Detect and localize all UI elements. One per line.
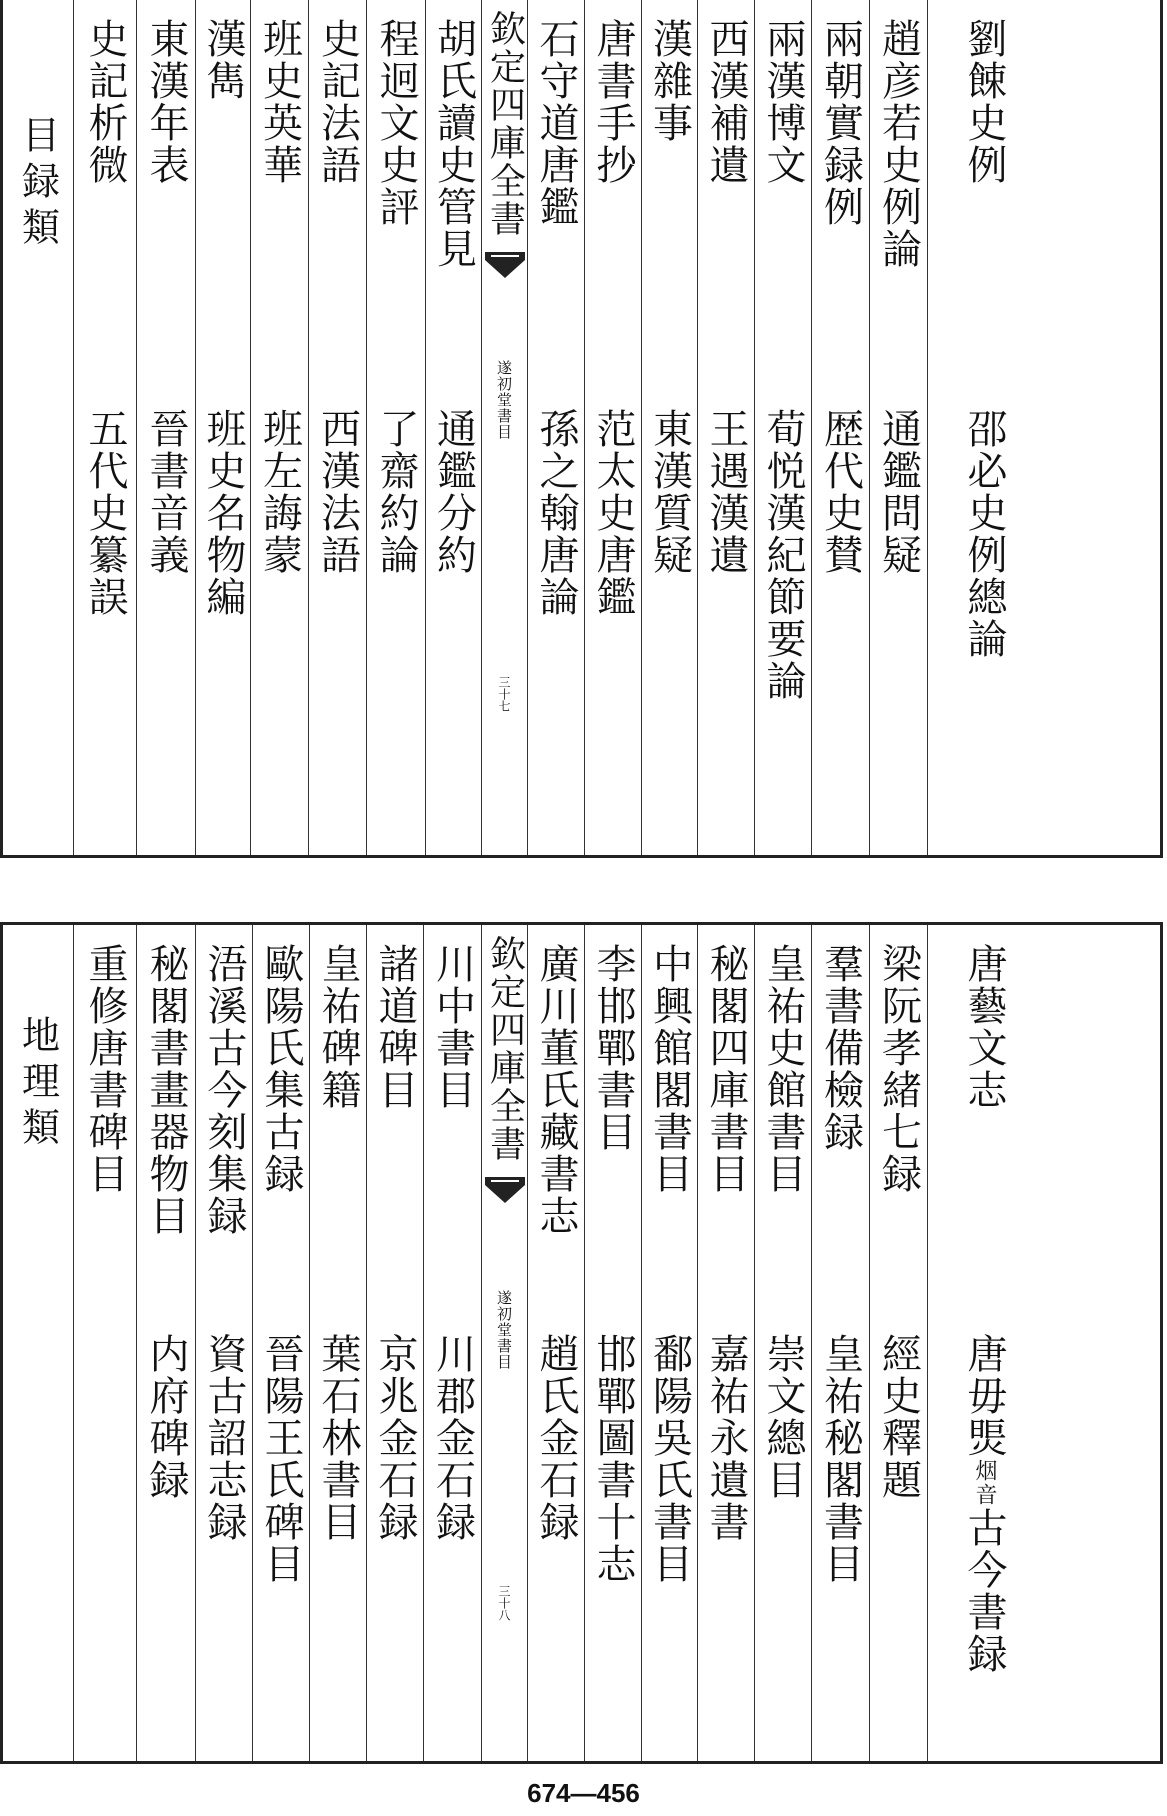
entry-bottom: 皇祐秘閣書目 (817, 1333, 864, 1585)
entry-column (754, 925, 811, 1761)
entry-top: 兩朝實録例 (817, 18, 864, 228)
entry-bottom: 荀悦漢紀節要論 (760, 408, 806, 702)
entry-bottom: 孫之翰唐論 (533, 408, 579, 618)
entry-column (869, 0, 927, 855)
entry-top: 歐陽氏集古録 (258, 943, 304, 1195)
entry-column (136, 0, 195, 855)
entry-bottom: 葉石林書目 (315, 1333, 361, 1543)
entry-bottom: 西漢法語 (314, 408, 361, 576)
entry-top: 唐書手抄 (590, 18, 636, 186)
entry-bottom: 歴代史賛 (817, 408, 864, 576)
entry-bottom-tail: 古今書録 (961, 1507, 1007, 1675)
entry-bottom: 内府碑録 (143, 1333, 189, 1501)
center-fold-column (481, 0, 527, 855)
book-series-title: 欽定四庫全書 (484, 10, 526, 238)
bottom-page-panel (0, 922, 1163, 1764)
side-label: 目録類 (15, 115, 60, 253)
entry-top: 川中書目 (429, 943, 476, 1111)
entry-column (584, 0, 641, 855)
entry-top: 史記法語 (314, 18, 361, 186)
entry-top: 廣川董氏藏書志 (533, 943, 579, 1237)
entry-top: 諸道碑目 (372, 943, 418, 1111)
entry-top: 劉餗史例 (961, 18, 1007, 186)
entry-column (250, 0, 308, 855)
entry-top: 西漢補遺 (703, 18, 749, 186)
entry-top: 梁阮孝緒七録 (875, 943, 922, 1195)
entry-bottom: 王遇漢遺 (703, 408, 749, 576)
entry-column (927, 925, 1160, 1761)
entry-column (527, 0, 584, 855)
book-series-title: 欽定四庫全書 (484, 935, 526, 1163)
entry-column (641, 0, 697, 855)
entry-column (927, 0, 1160, 855)
entry-top: 東漢年表 (143, 18, 189, 186)
entry-bottom: 班左誨蒙 (256, 408, 303, 576)
entry-top: 浯溪古今刻集録 (201, 943, 247, 1237)
entry-bottom (961, 1333, 1007, 1675)
entry-column (527, 925, 584, 1761)
center-fold-column (481, 925, 527, 1761)
entry-column (697, 0, 754, 855)
entry-top: 中興館閣書目 (646, 943, 693, 1195)
entry-top: 程迥文史評 (373, 18, 419, 228)
entry-column (641, 925, 697, 1761)
entry-bottom: 經史釋題 (875, 1333, 922, 1501)
fishtail-ornament-icon (483, 250, 527, 280)
entry-bottom: 通鑑問疑 (875, 408, 922, 576)
entry-top: 秘閣書畫器物目 (143, 943, 189, 1237)
entry-top: 羣書備檢録 (817, 943, 864, 1153)
entry-column (309, 925, 366, 1761)
entry-top: 石守道唐鑑 (533, 18, 579, 228)
entry-bottom: 川郡金石録 (429, 1333, 476, 1543)
entry-column (195, 925, 252, 1761)
entry-bottom: 東漢質疑 (646, 408, 693, 576)
entry-top: 兩漢博文 (760, 18, 806, 186)
entry-top: 胡氏讀史管見 (430, 18, 477, 270)
entry-bottom: 班史名物編 (200, 408, 246, 618)
entry-bottom: 了齋約論 (373, 408, 419, 576)
entry-bottom: 崇文總目 (760, 1333, 806, 1501)
entry-column (697, 925, 754, 1761)
entry-column (366, 925, 423, 1761)
entry-bottom: 嘉祐永遺書 (703, 1333, 749, 1543)
entry-column (584, 925, 641, 1761)
top-page-panel (0, 0, 1163, 858)
entry-bottom: 晉書音義 (143, 408, 189, 576)
entry-top: 李邯鄲書目 (590, 943, 636, 1153)
entry-top: 皇祐碑籍 (315, 943, 361, 1111)
entry-column (423, 925, 481, 1761)
side-label: 地理類 (15, 1015, 60, 1153)
page-number: 674—456 (527, 1778, 640, 1808)
entry-bottom: 五代史纂誤 (82, 408, 128, 618)
entry-bottom: 鄱陽吳氏書目 (646, 1333, 693, 1585)
entry-top: 漢雜事 (646, 18, 693, 144)
entry-column (195, 0, 250, 855)
entry-column (425, 0, 481, 855)
entry-column (811, 0, 869, 855)
hall-name: 遂初堂書目 (495, 1290, 513, 1370)
entry-bottom: 趙氏金石録 (533, 1333, 579, 1543)
entry-top: 班史英華 (256, 18, 303, 186)
entry-bottom: 邵必史例總論 (961, 408, 1007, 660)
entry-column (754, 0, 811, 855)
side-label-column (3, 925, 73, 1761)
entry-bottom-head: 唐毋煚 (961, 1333, 1007, 1459)
entry-bottom: 晉陽王氏碑目 (258, 1333, 304, 1585)
side-label-column (3, 0, 73, 855)
entry-bottom: 通鑑分約 (430, 408, 477, 576)
entry-top: 趙彦若史例論 (875, 18, 922, 270)
entry-top: 史記析微 (82, 18, 128, 186)
entry-column (869, 925, 927, 1761)
entry-top: 漢雋 (200, 18, 246, 102)
hall-name: 遂初堂書目 (495, 360, 513, 440)
entry-column (73, 0, 136, 855)
entry-top: 重修唐書碑目 (82, 943, 128, 1195)
entry-bottom: 范太史唐鑑 (590, 408, 636, 618)
entry-bottom: 資古詔志録 (201, 1333, 247, 1543)
entry-top: 皇祐史館書目 (760, 943, 806, 1195)
entry-top: 秘閣四庫書目 (703, 943, 749, 1195)
entry-column (252, 925, 309, 1761)
entry-top: 唐藝文志 (961, 943, 1007, 1111)
folio-number: 三十七 (497, 676, 511, 712)
fishtail-ornament-icon (483, 1175, 527, 1205)
entry-column (366, 0, 425, 855)
entry-column (73, 925, 136, 1761)
entry-column (308, 0, 366, 855)
entry-bottom: 邯鄲圖書十志 (590, 1333, 636, 1585)
folio-number: 三十八 (497, 1585, 511, 1621)
pronunciation-note: 烟音 (972, 1459, 997, 1507)
entry-column (811, 925, 869, 1761)
entry-column (136, 925, 195, 1761)
entry-bottom: 京兆金石録 (372, 1333, 418, 1543)
